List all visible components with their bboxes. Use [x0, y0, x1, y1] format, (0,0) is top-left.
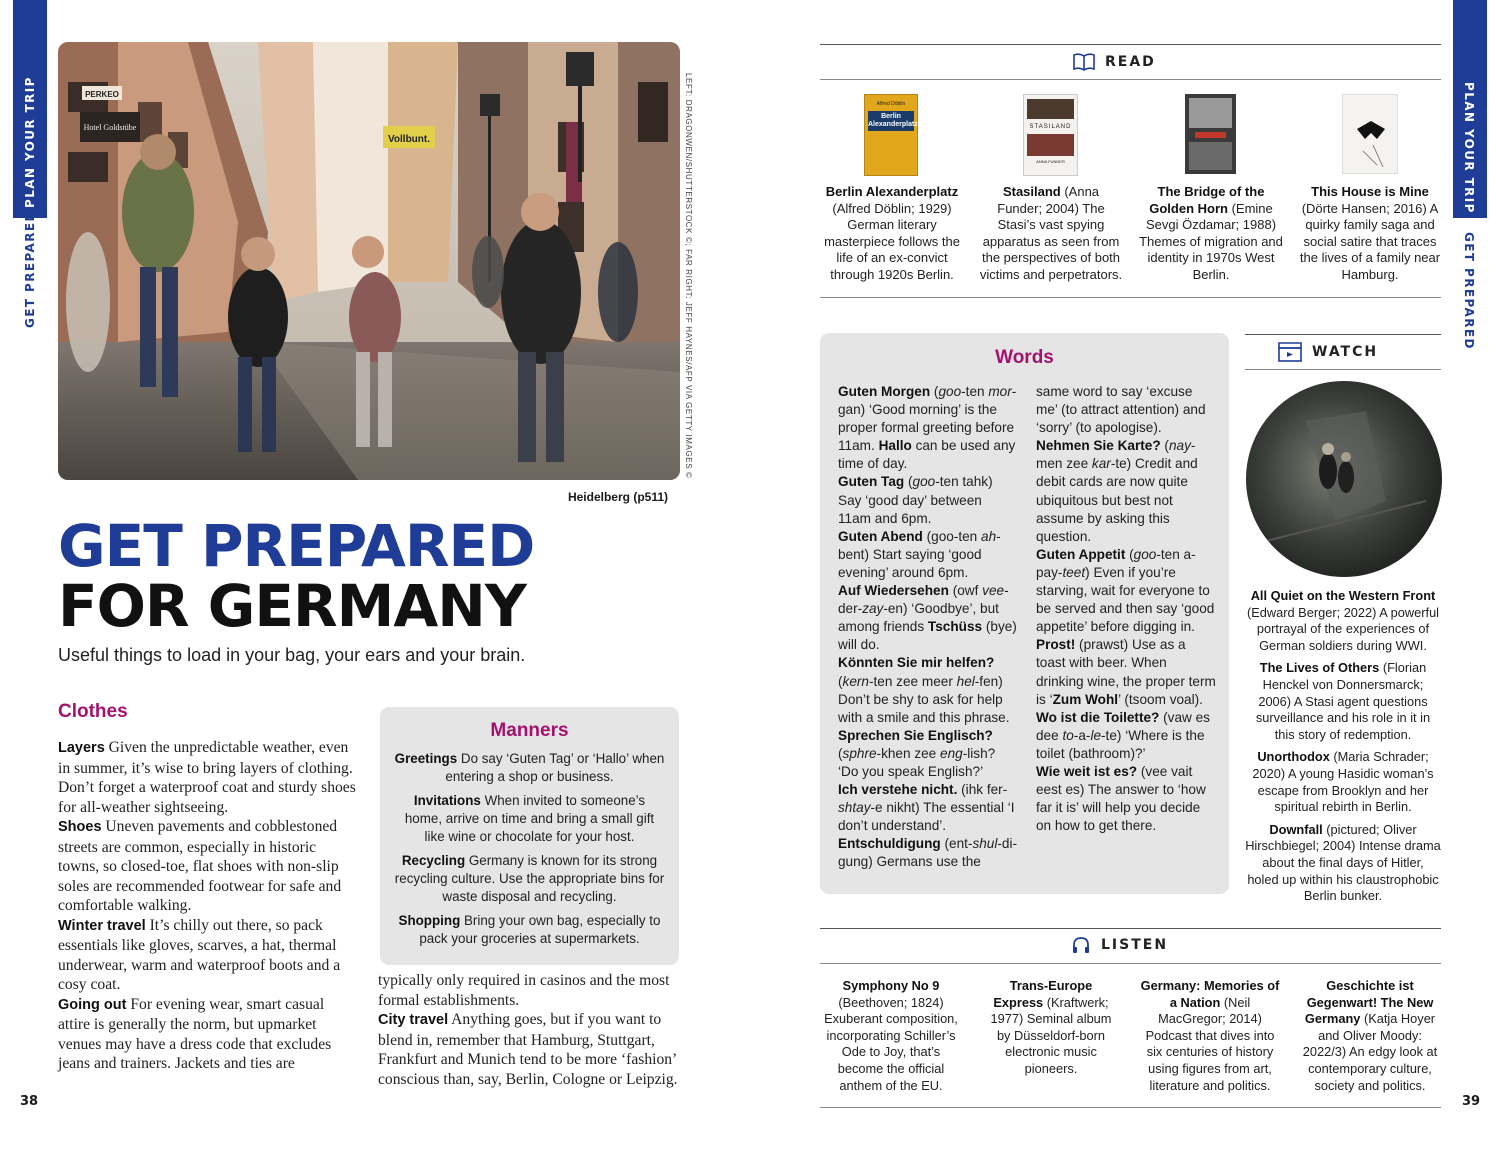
book-detail: (Emine Sevgi Özdamar; 1988) Themes of migration and identity in 1970s West Berlin.	[1139, 200, 1283, 282]
film-title: Downfall	[1269, 821, 1323, 837]
listen-heading: LISTEN	[1101, 937, 1169, 953]
right-section-label: GET PREPARED	[1462, 232, 1476, 350]
phrase: Guten Appetit	[1036, 546, 1126, 562]
title-line-2: FOR GERMANY	[58, 572, 526, 640]
listen-detail: (Kraftwerk; 1977) Seminal album by Düsseldorf-born electronic music pioneers.	[990, 994, 1112, 1076]
manners-text: Bring your own bag, especially to pack your groceries at supermarkets.	[419, 913, 661, 946]
clothes-term: Shoes	[58, 819, 102, 835]
phrase-entry: Könnten Sie mir helfen? (kern-ten zee meer hel-fen) Don’t be shy to ask for help with a smile and this phrase.	[838, 655, 1010, 725]
clothes-item	[58, 738, 360, 817]
watch-heading: WATCH	[1312, 344, 1379, 360]
clothes-term: City travel	[378, 1012, 449, 1028]
vollbunt-sign: Vollbunt.	[387, 134, 431, 145]
manners-heading: Manners	[490, 720, 569, 741]
words-heading: Words	[995, 347, 1054, 368]
downfall-film-still	[1246, 381, 1442, 577]
manners-panel	[380, 707, 679, 965]
phrase: Guten Morgen	[838, 384, 931, 399]
read-mid-rule	[820, 79, 1441, 80]
manners-term: Greetings	[394, 751, 458, 766]
clothes-term: Layers	[58, 740, 105, 756]
photo-caption: Heidelberg (p511)	[567, 490, 668, 504]
manners-term: Shopping	[398, 913, 461, 928]
phrase-entry: Auf Wiedersehen (owf vee-der-zay-en) ‘Goodbye’, but among friends Tschüss (bye) will do.	[838, 583, 1017, 653]
phrase-meaning: ‘Good morning’ is the proper formal greeting before 11am.	[838, 402, 1015, 454]
phrase-meaning: ‘Where is the toilet (bathroom)?’	[1036, 727, 1205, 761]
book-icon	[1073, 52, 1095, 72]
film-title: All Quiet on the Western Front	[1250, 588, 1436, 603]
film-detail: (Maria Schrader; 2020) A young Hasidic woman’s escape from Brooklyn and her spiritual rebirth in Berlin.	[1252, 749, 1434, 815]
book-title: The Bridge of the Golden Horn	[1149, 184, 1265, 216]
left-tab-label: PLAN YOUR TRIP	[23, 76, 37, 208]
clothes-column-continued	[378, 971, 678, 1089]
book-title: Stasiland	[1002, 184, 1061, 199]
phrase-entry: Guten Appetit (goo-ten a-pay-teet) Even if you’re starving, wait for everyone to be served and then say ‘good appetite’ before digging in.	[1036, 546, 1215, 635]
left-section-label: GET PREPARED	[23, 210, 37, 328]
photo-credit: LEFT: DRAGONWEN/SHUTTERSTOCK ©; FAR RIGHT: JEFF HAYNES/AFP VIA GETTY IMAGES ©	[684, 73, 693, 479]
phrase-meaning: The answer to ‘how far it is’ will help you decide on how to get there.	[1036, 782, 1206, 834]
phrase: Könnten Sie mir helfen?	[838, 655, 995, 671]
book-title: Berlin Alexanderplatz	[825, 184, 959, 199]
phrase-meaning: Credit and debit cards are now quite ubiquitous but best not assume by asking this question.	[1036, 456, 1198, 544]
phrase-entry: Ich verstehe nicht. (ihk fer-shtay-e nikht) The essential ‘I don’t understand’.	[838, 782, 1015, 834]
phrase-meaning: same word to say ‘excuse me’ (to attract attention) and ‘sorry’ (to apologise).	[1036, 384, 1206, 436]
manners-text: When invited to someone’s home, arrive on time and bring a small gift like wine or chocolate for your host.	[404, 793, 655, 844]
phrase-meaning: Use as a toast with beer. When drinking wine, the proper term is ‘	[1036, 637, 1216, 707]
film-entry	[1245, 822, 1441, 905]
page-number-left: 38	[20, 1094, 39, 1109]
film-detail: (Edward Berger; 2022) A powerful portrayal of the experiences of German soldiers during WWI.	[1246, 604, 1440, 653]
phrase-entry	[1036, 383, 1216, 437]
listen-header	[1071, 935, 1168, 955]
phrase-entry: Wo ist die Toilette? (vaw es dee to-a-le-te) ‘Where is the toilet (bathroom)?’	[1036, 709, 1210, 761]
phrase-meaning: Germans use the	[876, 854, 981, 870]
clothes-term: Winter travel	[58, 917, 146, 934]
listen-detail: (Katja Hoyer and Oliver Moody: 2022/3) An edgy look at contemporary culture, society and politics.	[1302, 1011, 1438, 1093]
clothes-item	[58, 916, 360, 995]
phrase: Auf Wiedersehen	[838, 583, 949, 599]
phrase: Entschuldigung	[838, 836, 941, 852]
phrase: Nehmen Sie Karte?	[1036, 438, 1161, 454]
clothes-text: Given the unpredictable weather, even in summer, it’s wise to bring layers of clothing. Don’t forget a waterproof coat and sturdy shoes for all-weather sightseeing.	[58, 739, 356, 816]
book-cover-stasiland	[1023, 94, 1078, 176]
listen-item	[1140, 978, 1280, 1094]
manners-text: Do say ‘Guten Tag’ or ‘Hallo’ when entering a shop or business.	[445, 751, 665, 784]
phrase: Prost!	[1036, 637, 1076, 653]
phrase: Wo ist die Toilette?	[1036, 709, 1160, 725]
hotel-sign: Hotel Goldstübe	[83, 123, 137, 132]
cover-author: ANNA FUNDER	[1036, 159, 1065, 164]
watch-top-rule	[1245, 334, 1441, 335]
perkeo-sign: PERKEO	[85, 90, 119, 99]
cover-author: Alfred Döblin	[876, 101, 906, 107]
clothes-item	[58, 995, 360, 1074]
book-detail: (Anna Funder; 2004) The Stasi’s vast spying apparatus as seen from the perspectives of both victims and perpetrators.	[979, 184, 1123, 282]
book-house-is-mine	[1299, 184, 1441, 283]
manners-term: Invitations	[413, 793, 481, 808]
clothes-continued-text: typically only required in casinos and the most formal establishments.	[378, 972, 670, 1009]
phrase: Sprechen Sie Englisch?	[838, 727, 993, 743]
phrase: Guten Tag	[838, 474, 905, 490]
book-golden-horn	[1139, 184, 1283, 283]
phrase: Wie weit ist es?	[1036, 763, 1138, 779]
phrase-entry: Sprechen Sie Englisch? (sphre-khen zee eng-lish? ‘Do you speak English?’	[838, 727, 996, 779]
page-number-right: 39	[1462, 1094, 1481, 1109]
phrase-meaning: The essential ‘I don’t understand’.	[838, 800, 1015, 834]
clothes-term: Going out	[58, 996, 127, 1013]
film-title: Unorthodox	[1257, 749, 1330, 765]
clothes-column	[58, 738, 360, 1074]
phrase-meaning: ‘Do you speak English?’	[838, 763, 984, 779]
book-detail: (Alfred Döblin; 1929) German literary masterpiece follows the life of an ex-convict through 1920s Berlin.	[824, 200, 960, 282]
phrase-entry: Guten Morgen (goo-ten mor-gan) ‘Good morning’ is the proper formal greeting before 11am. Hallo can be used any time of day.	[838, 384, 1017, 472]
listen-top-rule	[820, 928, 1441, 929]
phrase-meaning: ‘Goodbye’, but among friends	[838, 601, 999, 635]
phrase: Guten Abend	[838, 528, 923, 544]
page-subtitle: Useful things to load in your bag, your ears and your brain.	[58, 645, 526, 665]
book-cover-house-is-mine	[1342, 94, 1398, 174]
clothes-text: It’s chilly out there, so pack essentials like gloves, scarves, a hat, thermal underwear, warm and waterproof boots and a cosy coat.	[58, 916, 341, 993]
phrase-entry: Entschuldigung (ent-shul-di-gung) Germans use the	[838, 836, 1018, 870]
film-entry	[1245, 588, 1441, 654]
phrase-meaning: Say ‘good day’ between 11am and 6pm.	[838, 492, 982, 526]
phrase-entry: Guten Abend (goo-ten ah-bent) Start saying ‘good evening’ around 6pm.	[838, 528, 1001, 580]
listen-title: Geschichte ist Gegenwart! The New Germany	[1304, 978, 1434, 1027]
listen-title: Symphony No 9	[842, 978, 940, 993]
clothes-heading: Clothes	[58, 701, 128, 722]
cover-title: Berlin Alexanderplatz	[868, 111, 914, 131]
manners-item	[394, 792, 665, 846]
listen-item	[820, 978, 962, 1094]
right-tab-label: PLAN YOUR TRIP	[1462, 82, 1476, 214]
book-detail: (Dörte Hansen; 2016) A quirky family saga and social satire that traces the lives of a family near Hamburg.	[1299, 200, 1441, 282]
watch-header	[1278, 342, 1378, 362]
film-detail: (Florian Henckel von Donnersmarck; 2006) A Stasi agent questions surveillance and his role in it in this story of redemption.	[1255, 660, 1431, 742]
read-heading: READ	[1105, 54, 1156, 70]
heidelberg-street-photo	[58, 42, 680, 480]
manners-term: Recycling	[401, 853, 466, 868]
book-title: This House is Mine	[1311, 184, 1429, 199]
words-panel	[820, 333, 1229, 894]
clothes-text: Uneven pavements and cobblestoned streets are common, especially in historic towns, so closed-toe, flat shoes with non-slip soles are recommended footwear for safe and comfortable walking.	[58, 818, 342, 914]
clothes-text: For evening wear, smart casual attire is generally the norm, but upmarket venues may have a dress code that excludes jeans and trainers. Jackets and ties are	[58, 995, 332, 1072]
listen-bottom-rule	[820, 1107, 1441, 1108]
clothes-item	[378, 1010, 678, 1089]
page-title	[58, 512, 535, 640]
phrase-entry: Wie weit ist es? (vee vait eest es) The answer to ‘how far it is’ will help you decide on how to get there.	[1036, 763, 1206, 834]
film-entry	[1245, 660, 1441, 743]
phrase-meaning: Don’t be shy to ask for help with a smile and this phrase.	[838, 691, 1010, 725]
listen-title: Trans-Europe Express	[993, 978, 1093, 1010]
listen-title: Germany: Memories of a Nation	[1140, 978, 1280, 1010]
listen-item	[988, 978, 1114, 1078]
cover-title: STASILAND	[1029, 124, 1072, 130]
words-column-1	[838, 383, 1018, 872]
film-title: The Lives of Others	[1259, 660, 1380, 676]
book-cover-alexanderplatz	[864, 94, 918, 176]
manners-item	[394, 912, 665, 948]
watch-list	[1245, 588, 1441, 911]
title-line-1: GET PREPARED	[58, 512, 535, 580]
listen-detail: (Neil MacGregor; 2014) Podcast that dives into six centuries of history using figures from art, literature and politics.	[1145, 994, 1275, 1093]
book-cover-golden-horn	[1185, 94, 1236, 174]
headphones-icon	[1071, 935, 1091, 955]
manners-text: Germany is known for its strong recycling culture. Use the appropriate bins for waste disposal and recycling.	[394, 853, 665, 904]
watch-mid-rule	[1245, 369, 1441, 370]
read-top-rule	[820, 44, 1441, 45]
clapperboard-icon	[1278, 342, 1302, 362]
listen-item	[1299, 978, 1441, 1094]
listen-detail: (Beethoven; 1824) Exuberant composition, incorporating Schiller’s Ode to Joy, that’s become the official anthem of the EU.	[824, 994, 958, 1093]
film-detail: (pictured; Oliver Hirschbiegel; 2004) Intense drama about the final days of Hitler, holed up within his claustrophobic Berlin bunker.	[1245, 821, 1441, 904]
read-bottom-rule	[820, 297, 1441, 298]
phrase-entry: Prost! (prawst) Use as a toast with beer. When drinking wine, the proper term is ‘Zum Wohl’ (tsoom voal).	[1036, 637, 1216, 707]
clothes-item	[58, 817, 360, 916]
film-entry	[1245, 749, 1441, 815]
manners-item	[394, 852, 665, 906]
phrase-entry: Nehmen Sie Karte? (nay-men zee kar-te) Credit and debit cards are now quite ubiquitous but best not assume by asking this question.	[1036, 438, 1198, 544]
phrase-meaning: Even if you’re starving, wait for everyone to be served and then say ‘good appetite’ before digging in.	[1036, 564, 1215, 635]
phrase-meaning: Start saying ‘good evening’ around 6pm.	[838, 546, 982, 580]
words-column-2	[1036, 383, 1216, 835]
book-alexanderplatz	[822, 184, 962, 283]
book-stasiland	[979, 184, 1123, 283]
phrase: Ich verstehe nicht.	[838, 782, 958, 798]
phrase-entry: Guten Tag (goo-ten tahk) Say ‘good day’ between 11am and 6pm.	[838, 474, 993, 526]
manners-item	[394, 750, 665, 786]
clothes-text: Anything goes, but if you want to blend in, remember that Hamburg, Stuttgart, Frankfurt and Munich tend to be more ‘fashion’ conscious than, say, Berlin, Cologne or Leipzig.	[378, 1011, 678, 1088]
read-header	[1073, 52, 1156, 72]
listen-mid-rule	[820, 963, 1441, 964]
